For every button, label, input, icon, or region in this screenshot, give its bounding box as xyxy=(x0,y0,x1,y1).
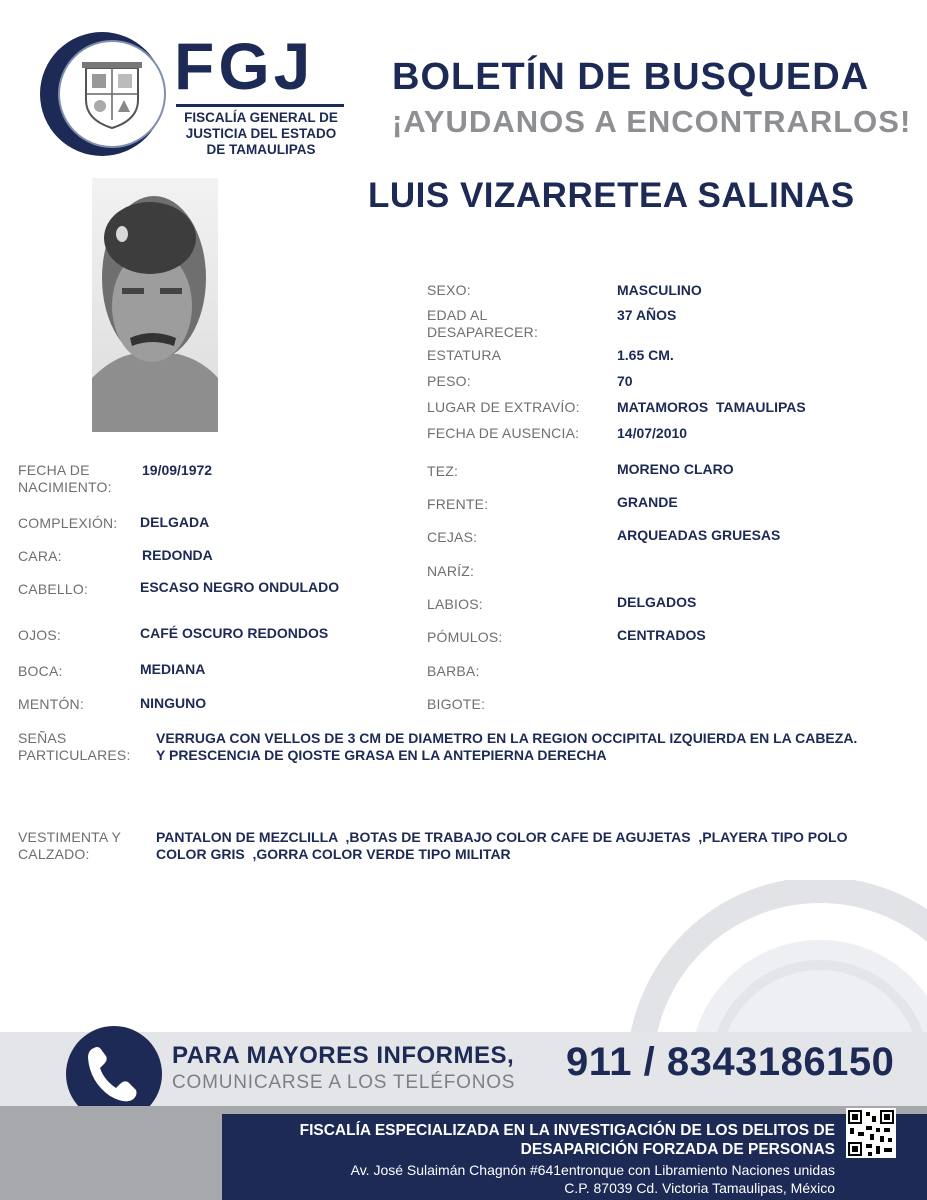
label-menton: MENTÓN: xyxy=(18,696,84,712)
label-estatura: ESTATURA xyxy=(427,347,502,363)
label-barba: BARBA: xyxy=(427,663,480,679)
footer-agency-line-2: DESAPARICIÓN FORZADA DE PERSONAS xyxy=(520,1141,835,1158)
value-cejas: ARQUEADAS GRUESAS xyxy=(617,527,781,543)
label-nariz: NARÍZ: xyxy=(427,563,475,579)
contact-phones: 911 / 8343186150 xyxy=(566,1040,895,1084)
label-fecha-ausencia: FECHA DE AUSENCIA: xyxy=(427,425,580,441)
qr-code-icon xyxy=(846,1108,896,1158)
footer-address-2: C.P. 87039 Cd. Victoria Tamaulipas, México xyxy=(564,1180,835,1196)
logo-text: FGJ xyxy=(174,29,315,103)
value-complexion: DELGADA xyxy=(140,514,210,530)
label-boca: BOCA: xyxy=(18,663,63,679)
footer-agency-line-1: FISCALÍA ESPECIALIZADA EN LA INVESTIGACIÓN DE LOS DELITOS DE xyxy=(299,1122,835,1139)
value-lugar: MATAMOROS TAMAULIPAS xyxy=(617,399,806,415)
label-pomulos: PÓMULOS: xyxy=(427,629,503,645)
value-pomulos: CENTRADOS xyxy=(617,627,706,643)
label-complexion: COMPLEXIÓN: xyxy=(18,515,118,531)
label-vestimenta: VESTIMENTA Y CALZADO: xyxy=(18,829,121,862)
state-seal-icon xyxy=(80,60,144,130)
label-fecha-nacimiento: FECHA DE NACIMIENTO: xyxy=(18,462,112,495)
org-line-1: FISCALÍA GENERAL DE xyxy=(184,110,338,125)
label-sexo: SEXO: xyxy=(427,282,471,298)
label-bigote: BIGOTE: xyxy=(427,696,486,712)
value-ojos: CAFÉ OSCURO REDONDOS xyxy=(140,625,329,641)
value-sexo: MASCULINO xyxy=(617,282,702,298)
value-vestimenta: PANTALON DE MEZCLILLA ,BOTAS DE TRABAJO COLOR CAFE DE AGUJETAS ,PLAYERA TIPO POLO COLOR GRIS ,GORRA COLOR VERDE TIPO MILITAR xyxy=(156,829,852,862)
bulletin-subtitle: ¡AYUDANOS A ENCONTRARLOS! xyxy=(392,104,912,139)
person-photo xyxy=(92,178,218,432)
label-cara: CARA: xyxy=(18,548,62,564)
label-frente: FRENTE: xyxy=(427,496,489,512)
value-fecha-nacimiento: 19/09/1972 xyxy=(142,462,213,478)
label-edad: EDAD AL DESAPARECER: xyxy=(427,307,539,340)
label-labios: LABIOS: xyxy=(427,596,483,612)
label-lugar: LUGAR DE EXTRAVÍO: xyxy=(427,399,580,415)
value-menton: NINGUNO xyxy=(140,695,207,711)
label-tez: TEZ: xyxy=(427,463,459,479)
bulletin-title: BOLETÍN DE BUSQUEDA xyxy=(392,56,870,98)
value-boca: MEDIANA xyxy=(140,661,206,677)
value-tez: MORENO CLARO xyxy=(617,461,734,477)
footer-address-1: Av. José Sulaimán Chagnón #641entronque con Libramiento Naciones unidas xyxy=(350,1162,835,1178)
value-cara: REDONDA xyxy=(142,547,213,563)
label-cejas: CEJAS: xyxy=(427,529,478,545)
label-senas: SEÑAS PARTICULARES: xyxy=(18,730,131,763)
background-seal-decoration xyxy=(600,880,927,1040)
value-frente: GRANDE xyxy=(617,494,678,510)
logo-rule xyxy=(176,104,344,107)
contact-line-1: PARA MAYORES INFORMES, xyxy=(172,1042,515,1069)
value-labios: DELGADOS xyxy=(617,594,697,610)
value-fecha-ausencia: 14/07/2010 xyxy=(617,425,688,441)
org-line-3: DE TAMAULIPAS xyxy=(206,142,316,157)
value-senas: VERRUGA CON VELLOS DE 3 CM DE DIAMETRO EN LA REGION OCCIPITAL IZQUIERDA EN LA CABEZA. Y PRESCENCIA DE QIOSTE GRASA EN LA ANTEPIERNA DERECHA xyxy=(156,730,858,763)
missing-person-name: LUIS VIZARRETEA SALINAS xyxy=(368,176,855,215)
contact-line-2: COMUNICARSE A LOS TELÉFONOS xyxy=(172,1072,516,1093)
value-edad: 37 AÑOS xyxy=(617,307,677,323)
phone-icon xyxy=(80,1040,148,1108)
value-peso: 70 xyxy=(617,373,633,389)
org-line-2: JUSTICIA DEL ESTADO xyxy=(185,126,337,141)
label-cabello: CABELLO: xyxy=(18,581,89,597)
label-peso: PESO: xyxy=(427,373,471,389)
value-cabello: ESCASO NEGRO ONDULADO xyxy=(140,579,340,595)
label-ojos: OJOS: xyxy=(18,627,62,643)
value-estatura: 1.65 CM. xyxy=(617,347,674,363)
